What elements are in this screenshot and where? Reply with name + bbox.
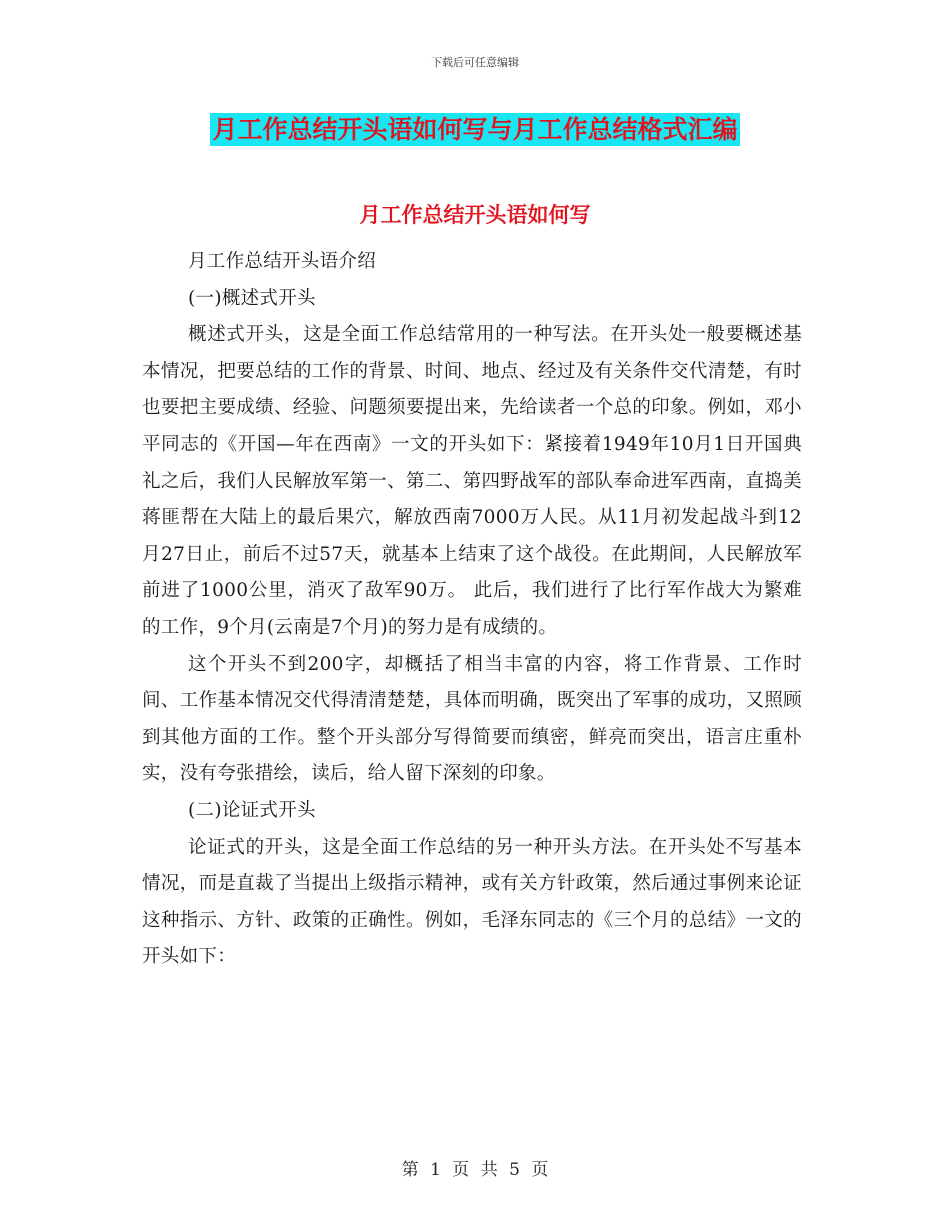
document-title: 月工作总结开头语如何写与月工作总结格式汇编 [212,115,738,144]
paragraph-argument-opening: 论证式的开头，这是全面工作总结的另一种开头方法。在开头处不写基本情况，而是直裁了当提出上级指示精神，或有关方针政策，然后通过事例来论证这种指示、方针、政策的正确性。例如，毛泽东同志的《三个月的总结》一文的开头如下： [142,836,802,968]
paragraph-summary-opening: 概述式开头，这是全面工作总结常用的一种写法。在开头处一般要概述基本情况，把要总结的工作的背景、时间、地点、经过及有关条件交代清楚，有时也要把主要成绩、经验、问题须要提出来，先给读者一个总的印象。例如，邓小平同志的《开国—年在西南》一文的开头如下：紧接着1949年10月1日开国典礼之后，我们人民解放军第一、第二、第四野战军的部队奉命进军西南，直捣美蒋匪帮在大陆上的最后果穴，解放西南7000万人民。从11月初发起战斗到12月27日止，前后不过57天，就基本上结束了这个战役。在此期间，人民解放军前进了1000公里，消灭了敌军90万。 此后，我们进行了比行军作战大为繁难的工作，9个月(云南是7个月)的努力是有成绩的。 [142,324,802,638]
paragraph-subheading-summary: (一)概述式开头 [188,287,316,309]
page-number-footer: 第 1 页 共 5 页 [401,1160,549,1180]
document-body [142,244,802,976]
section-title: 月工作总结开头语如何写 [359,203,591,227]
paragraph-summary-analysis: 这个开头不到200字，却概括了相当丰富的内容，将工作背景、工作时间、工作基本情况交代得清清楚楚，具体而明确，既突出了军事的成功，又照顾到其他方面的工作。整个开头部分写得简要而缜密，鲜亮而突出，语言庄重朴实，没有夸张措绘，读后，给人留下深刻的印象。 [142,653,802,785]
paragraph-intro-heading: 月工作总结开头语介绍 [188,251,377,272]
paragraph-subheading-argument: (二)论证式开头 [188,799,316,821]
document-title-container [0,113,950,146]
header-note: 下载后可任意编辑 [431,56,519,69]
